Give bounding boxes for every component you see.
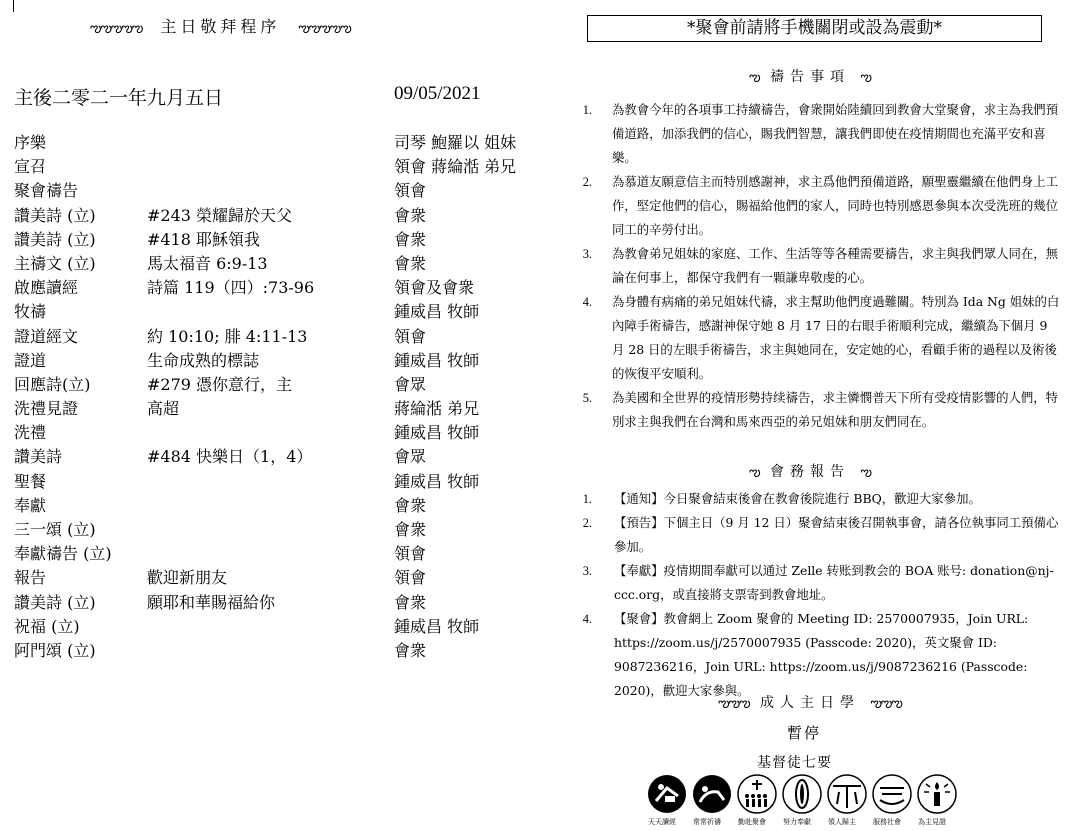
program-item: 讚美詩 (立): [14, 229, 96, 249]
phone-notice-box: *聚會前請將手機關閉或設為震動*: [587, 15, 1042, 42]
program-item: 洗禮: [14, 423, 47, 443]
program-detail: #484 快樂日（1，4）: [147, 447, 313, 467]
prayer-item-text: 為身體有病痛的弟兄姐妹代禱，求主幫助他們度過難關。特別為 Ida Ng 姐妹的白內障手術禱告，感謝神保守她 8 月 17 日的右眼手術順利完成，繼續為下個月 9 月 28 日的左眼手術禱告，求主與她同在，安定她的心，看顧手術的過程以及術後的恢復平安順利。: [612, 294, 1060, 381]
emblem-icons: [645, 774, 965, 814]
program-row: [14, 593, 554, 617]
ornament-icon: ఌఌఌ: [718, 696, 750, 711]
praying-icon: [692, 774, 732, 814]
seven-essentials-emblem: [645, 752, 965, 830]
program-item: 證道: [14, 350, 47, 370]
order-title-text: 主日敬拜程序: [160, 17, 281, 36]
service-date-numeric: 09/05/2021: [394, 83, 481, 104]
program-leader: 司琴 鮑羅以 姐妹: [394, 133, 517, 152]
program-detail: #418 耶穌領我: [147, 229, 261, 249]
program-row: [14, 617, 554, 641]
program-item: 報告: [14, 568, 47, 588]
program-item: 三一頌 (立): [14, 520, 96, 539]
program-row: [14, 447, 554, 471]
program-leader: 會衆: [394, 592, 427, 612]
witness-candle-icon: [917, 774, 957, 814]
program-row: [14, 423, 554, 447]
program-row: [14, 544, 554, 568]
program-leader: 鍾威昌 牧師: [394, 471, 480, 491]
emblem-labels: [645, 817, 965, 829]
program-leader: 蔣綸湉 弟兄: [394, 399, 480, 419]
program-detail: 高超: [147, 399, 180, 419]
ornament-icon: ఌ: [749, 465, 760, 480]
emblem-label: 領人歸主: [828, 818, 856, 826]
program-row: [14, 206, 554, 230]
program-row: [14, 496, 554, 520]
announcement-item-text: 【預告】下個主日（9 月 12 日）聚會結束後召開執事會，請各位執事同工預備心參加。: [614, 515, 1059, 554]
prayer-item-text: 為美國和全世界的疫情形勢持续禱告，求主憐憫普天下所有受疫情影響的人們，特別求主與我們在台灣和馬來西亞的弟兄姐妹和朋友們同在。: [612, 390, 1059, 429]
program-row: [14, 278, 554, 302]
program-row: [14, 302, 554, 326]
announcements-list: [578, 487, 1063, 703]
list-number: 1.: [582, 103, 592, 117]
program-leader: 領會 蔣綸湉 弟兄: [394, 157, 517, 177]
program-detail: 馬太福音 6:9-13: [147, 253, 268, 273]
emblem-label: 為主見證: [918, 818, 946, 826]
program-leader: 領會: [394, 568, 427, 588]
program-leader: 會衆: [394, 205, 427, 225]
program-detail: #243 榮耀歸於天父: [147, 205, 293, 225]
program-detail: 歡迎新朋友: [147, 568, 228, 588]
program-row: [14, 254, 554, 278]
program-row: [14, 472, 554, 496]
program-leader: 會衆: [394, 495, 427, 515]
community-service-icon: [872, 774, 912, 814]
program-item: 證道經文: [14, 326, 79, 346]
program-leader: 領會: [394, 544, 427, 564]
announcement-item: [578, 559, 1063, 607]
adult-sunday-school-heading: [650, 692, 970, 714]
program-leader: 鍾威昌 牧師: [394, 423, 480, 443]
text-cursor: [13, 0, 14, 12]
offering-icon: [782, 774, 822, 814]
announcements-heading: [690, 461, 930, 483]
program-leader: 鍾威昌 牧師: [394, 616, 480, 636]
program-item: 讚美詩: [14, 447, 63, 467]
prayer-item: [578, 242, 1063, 290]
program-row: [14, 157, 554, 181]
list-number: 4.: [582, 295, 592, 309]
list-number: 4.: [582, 612, 592, 626]
program-detail: 約 10:10; 腓 4:11-13: [147, 326, 308, 346]
prayer-heading: [690, 66, 930, 88]
list-number: 1.: [582, 492, 592, 506]
order-title: [90, 14, 560, 39]
announcement-item: [578, 511, 1063, 559]
announcement-item-text: 【聚會】教會網上 Zoom 聚會的 Meeting ID: 2570007935，Join URL: https://zoom.us/j/2570007935 (Passcode: 2020)，英文聚會 ID: 9087236216，Join URL: https://zoom.us/j/9087236216 (Passcode: 2020)，歡迎大家參與。: [614, 611, 1029, 698]
program-row: [14, 327, 554, 351]
service-date-chinese: 主後二零二一年九月五日: [14, 87, 224, 109]
announcements-heading-text: 會務報告: [770, 464, 850, 480]
program-item: 讚美詩 (立): [14, 592, 96, 612]
program-leader: 鍾威昌 牧師: [394, 302, 480, 322]
program-item: 牧禱: [14, 302, 47, 322]
ornament-icon: ఌ: [860, 70, 871, 85]
list-number: 3.: [582, 247, 592, 261]
title-ornament-right: ఌఌఌఌఌ: [298, 21, 351, 36]
ornament-icon: ఌ: [860, 465, 871, 480]
program-row: [14, 351, 554, 375]
program-detail: #279 憑你意行，主: [147, 374, 293, 394]
announcement-item-text: 【通知】今日聚會結束後會在教會後院進行 BBQ，歡迎大家參加。: [614, 491, 981, 506]
program-leader: 領會: [394, 181, 427, 201]
program-item: 讚美詩 (立): [14, 205, 96, 225]
list-number: 3.: [582, 564, 592, 578]
program-leader: 會衆: [394, 253, 427, 273]
list-number: 2.: [582, 175, 592, 189]
emblem-label: 天天讀經: [648, 818, 676, 826]
program-leader: 鍾威昌 牧師: [394, 350, 480, 370]
emblem-title: 基督徒七要: [757, 755, 832, 771]
evangelism-icon: [827, 774, 867, 814]
program-item: 序樂: [14, 133, 47, 152]
program-row: [14, 375, 554, 399]
program-leader: 會衆: [394, 640, 427, 660]
ornament-icon: ఌఌఌ: [870, 696, 902, 711]
program-item: 奉獻: [14, 495, 47, 515]
program-detail: 生命成熟的標誌: [147, 350, 260, 370]
program-item: 奉獻禱告 (立): [14, 544, 112, 564]
program-item: 阿門頌 (立): [14, 640, 96, 660]
program-item: 聚會禱告: [14, 181, 79, 201]
announcement-item: [578, 487, 1063, 511]
prayer-item: [578, 386, 1063, 434]
prayer-item: [578, 98, 1063, 170]
program-leader: 會衆: [394, 229, 427, 249]
ornament-icon: ఌ: [749, 70, 760, 85]
prayer-item: [578, 290, 1063, 386]
program-item: 主禱文 (立): [14, 253, 96, 273]
program-item: 宣召: [14, 157, 47, 177]
prayer-item-text: 為慕道友願意信主而特別感謝神，求主爲他們預備道路，願聖靈繼續在他們身上工作，堅定他們的信心，賜福給他們的家人，同時也特別感恩參與本次受洗班的幾位同工的辛勞付出。: [612, 174, 1059, 237]
emblem-label: 勤赴聚會: [738, 818, 766, 826]
prayer-item: [578, 170, 1063, 242]
program-list: [14, 133, 554, 665]
program-leader: 領會: [394, 326, 427, 346]
program-item: 祝福 (立): [14, 616, 80, 636]
list-number: 5.: [582, 391, 592, 405]
emblem-label: 服務社會: [873, 818, 901, 826]
church-attendance-icon: [737, 774, 777, 814]
program-detail: 願耶和華賜福給你: [147, 592, 276, 612]
program-leader: 會眾: [394, 374, 427, 394]
announcement-item: [578, 607, 1063, 703]
adult-sunday-school-heading-text: 成人主日學: [760, 695, 860, 711]
program-item: 聖餐: [14, 471, 47, 491]
emblem-label: 常常祈禱: [693, 818, 721, 826]
title-ornament-left: ఌఌఌఌఌ: [90, 21, 143, 36]
program-row: [14, 230, 554, 254]
prayer-heading-text: 禱告事項: [770, 69, 850, 85]
program-row: [14, 133, 554, 157]
program-leader: 會眾: [394, 447, 427, 467]
emblem-label: 努力奉獻: [783, 818, 811, 826]
prayer-list: [578, 98, 1063, 434]
program-row: [14, 399, 554, 423]
adult-sunday-school-status: 暫停: [787, 724, 822, 742]
program-item: 洗禮見證: [14, 399, 79, 419]
program-row: [14, 641, 554, 665]
program-detail: 詩篇 119（四）:73-96: [147, 278, 315, 298]
prayer-item-text: 為教會今年的各項事工持續禱告，會衆開始陸續回到教會大堂聚會，求主為我們預備道路，加添我們的信心，賜我們智慧，讓我們即使在疫情期間也充滿平安和喜樂。: [612, 102, 1059, 165]
bible-reading-icon: [647, 774, 687, 814]
prayer-item-text: 為教會弟兄姐妹的家庭、工作、生活等等各種需要禱告，求主與我們眾人同在，無論在何事上，都保守我們有一顆謙卑敬虔的心。: [612, 246, 1059, 285]
program-leader: 領會及會衆: [394, 278, 475, 298]
announcement-item-text: 【奉獻】疫情期間奉獻可以通过 Zelle 转账到教会的 BOA 账号: donation@nj-ccc.org，或直接將支票寄到教會地址。: [614, 563, 1054, 602]
program-item: 回應詩(立): [14, 374, 91, 394]
program-row: [14, 568, 554, 592]
program-leader: 會衆: [394, 520, 427, 539]
program-row: [14, 181, 554, 205]
program-row: [14, 520, 554, 544]
program-item: 啟應讀經: [14, 278, 79, 298]
list-number: 2.: [582, 516, 592, 530]
